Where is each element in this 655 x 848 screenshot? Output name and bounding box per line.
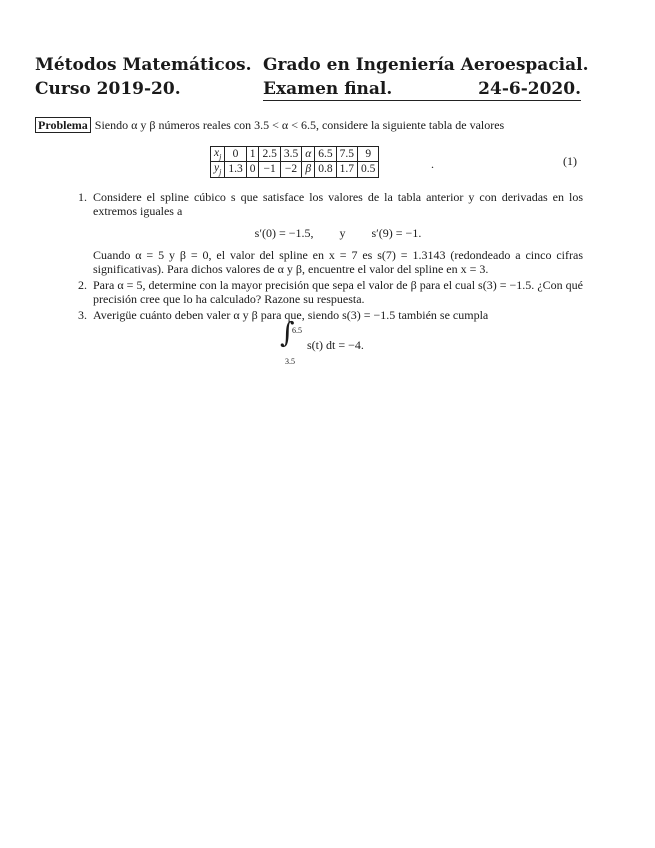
display-equation [93, 226, 583, 240]
item-text: Considere el spline cúbico s que satisface los valores de la tabla anterior y con derivadas en los extremos iguales a [93, 190, 583, 218]
table-cell: −1 [259, 162, 280, 177]
table-cell: 3.5 [280, 147, 301, 162]
problem-intro-text: Siendo α y β números reales con 3.5 < α < 6.5, considere la siguiente tabla de valores [94, 118, 505, 132]
table-cell: β [302, 162, 315, 177]
display-connector: y [339, 226, 346, 240]
item-text-after: Cuando α = 5 y β = 0, el valor del spline en x = 7 es s(7) = 1.3143 (redondeado a cinco cifras significativas). Para dichos valores de α y β, encuentre el valor del spline en x = 3. [93, 248, 583, 276]
item-number: 3. [78, 308, 87, 322]
table-cell: 6.5 [315, 147, 336, 162]
degree-name: Grado en Ingeniería Aeroespacial. [263, 55, 589, 75]
table-header-y: $y_j$ [211, 162, 225, 177]
integral-body: s(t) dt = −4. [307, 338, 364, 352]
table-cell: 1.3 [225, 162, 246, 177]
derivative-left: s′(0) = −1.5, [254, 226, 314, 240]
table-cell: −2 [280, 162, 301, 177]
item-number: 2. [78, 278, 87, 292]
course-name: Métodos Matemáticos. [35, 55, 252, 75]
values-table [210, 146, 379, 178]
table-cell: 0.5 [358, 162, 379, 177]
table-cell: 1 [246, 147, 259, 162]
table-period: . [431, 157, 434, 171]
header-rule [263, 100, 581, 101]
table-cell: 0.8 [315, 162, 336, 177]
question-list [78, 190, 583, 368]
list-item [78, 190, 583, 276]
equation-number: (1) [563, 154, 577, 168]
item-text: Averigüe cuánto deben valer α y β para que, siendo s(3) = −1.5 también se cumpla [93, 308, 489, 322]
integral-equation [93, 316, 583, 368]
list-item [78, 308, 583, 368]
table-cell: 0 [246, 162, 259, 177]
table-cell: α [302, 147, 315, 162]
table-cell: 0 [225, 147, 246, 162]
problem-label: Problema [35, 117, 91, 133]
integral-upper-limit: 6.5 [292, 326, 302, 335]
table-cell: 1.7 [336, 162, 357, 177]
table-cell: 7.5 [336, 147, 357, 162]
course-year: Curso 2019-20. [35, 79, 181, 99]
list-item [78, 278, 583, 306]
exam-header [35, 55, 589, 103]
table-header-x: $x_j$ [211, 147, 225, 162]
integral-sign-icon: ∫ [280, 316, 295, 349]
item-text: Para α = 5, determine con la mayor precisión que sepa el valor de β para el cual s(3) = −1.5. ¿Con qué precisión cree que lo ha calculado? Razone su respuesta. [93, 278, 583, 306]
table-cell: 2.5 [259, 147, 280, 162]
table-row-x [211, 147, 379, 162]
exam-date: 24-6-2020. [478, 79, 581, 99]
derivative-right: s′(9) = −1. [371, 226, 422, 240]
table-cell: 9 [358, 147, 379, 162]
table-row-y [211, 162, 379, 177]
integral-lower-limit: 3.5 [285, 357, 295, 366]
item-number: 1. [78, 190, 87, 204]
exam-type: Examen final. [263, 79, 393, 99]
problem-intro [35, 117, 595, 133]
